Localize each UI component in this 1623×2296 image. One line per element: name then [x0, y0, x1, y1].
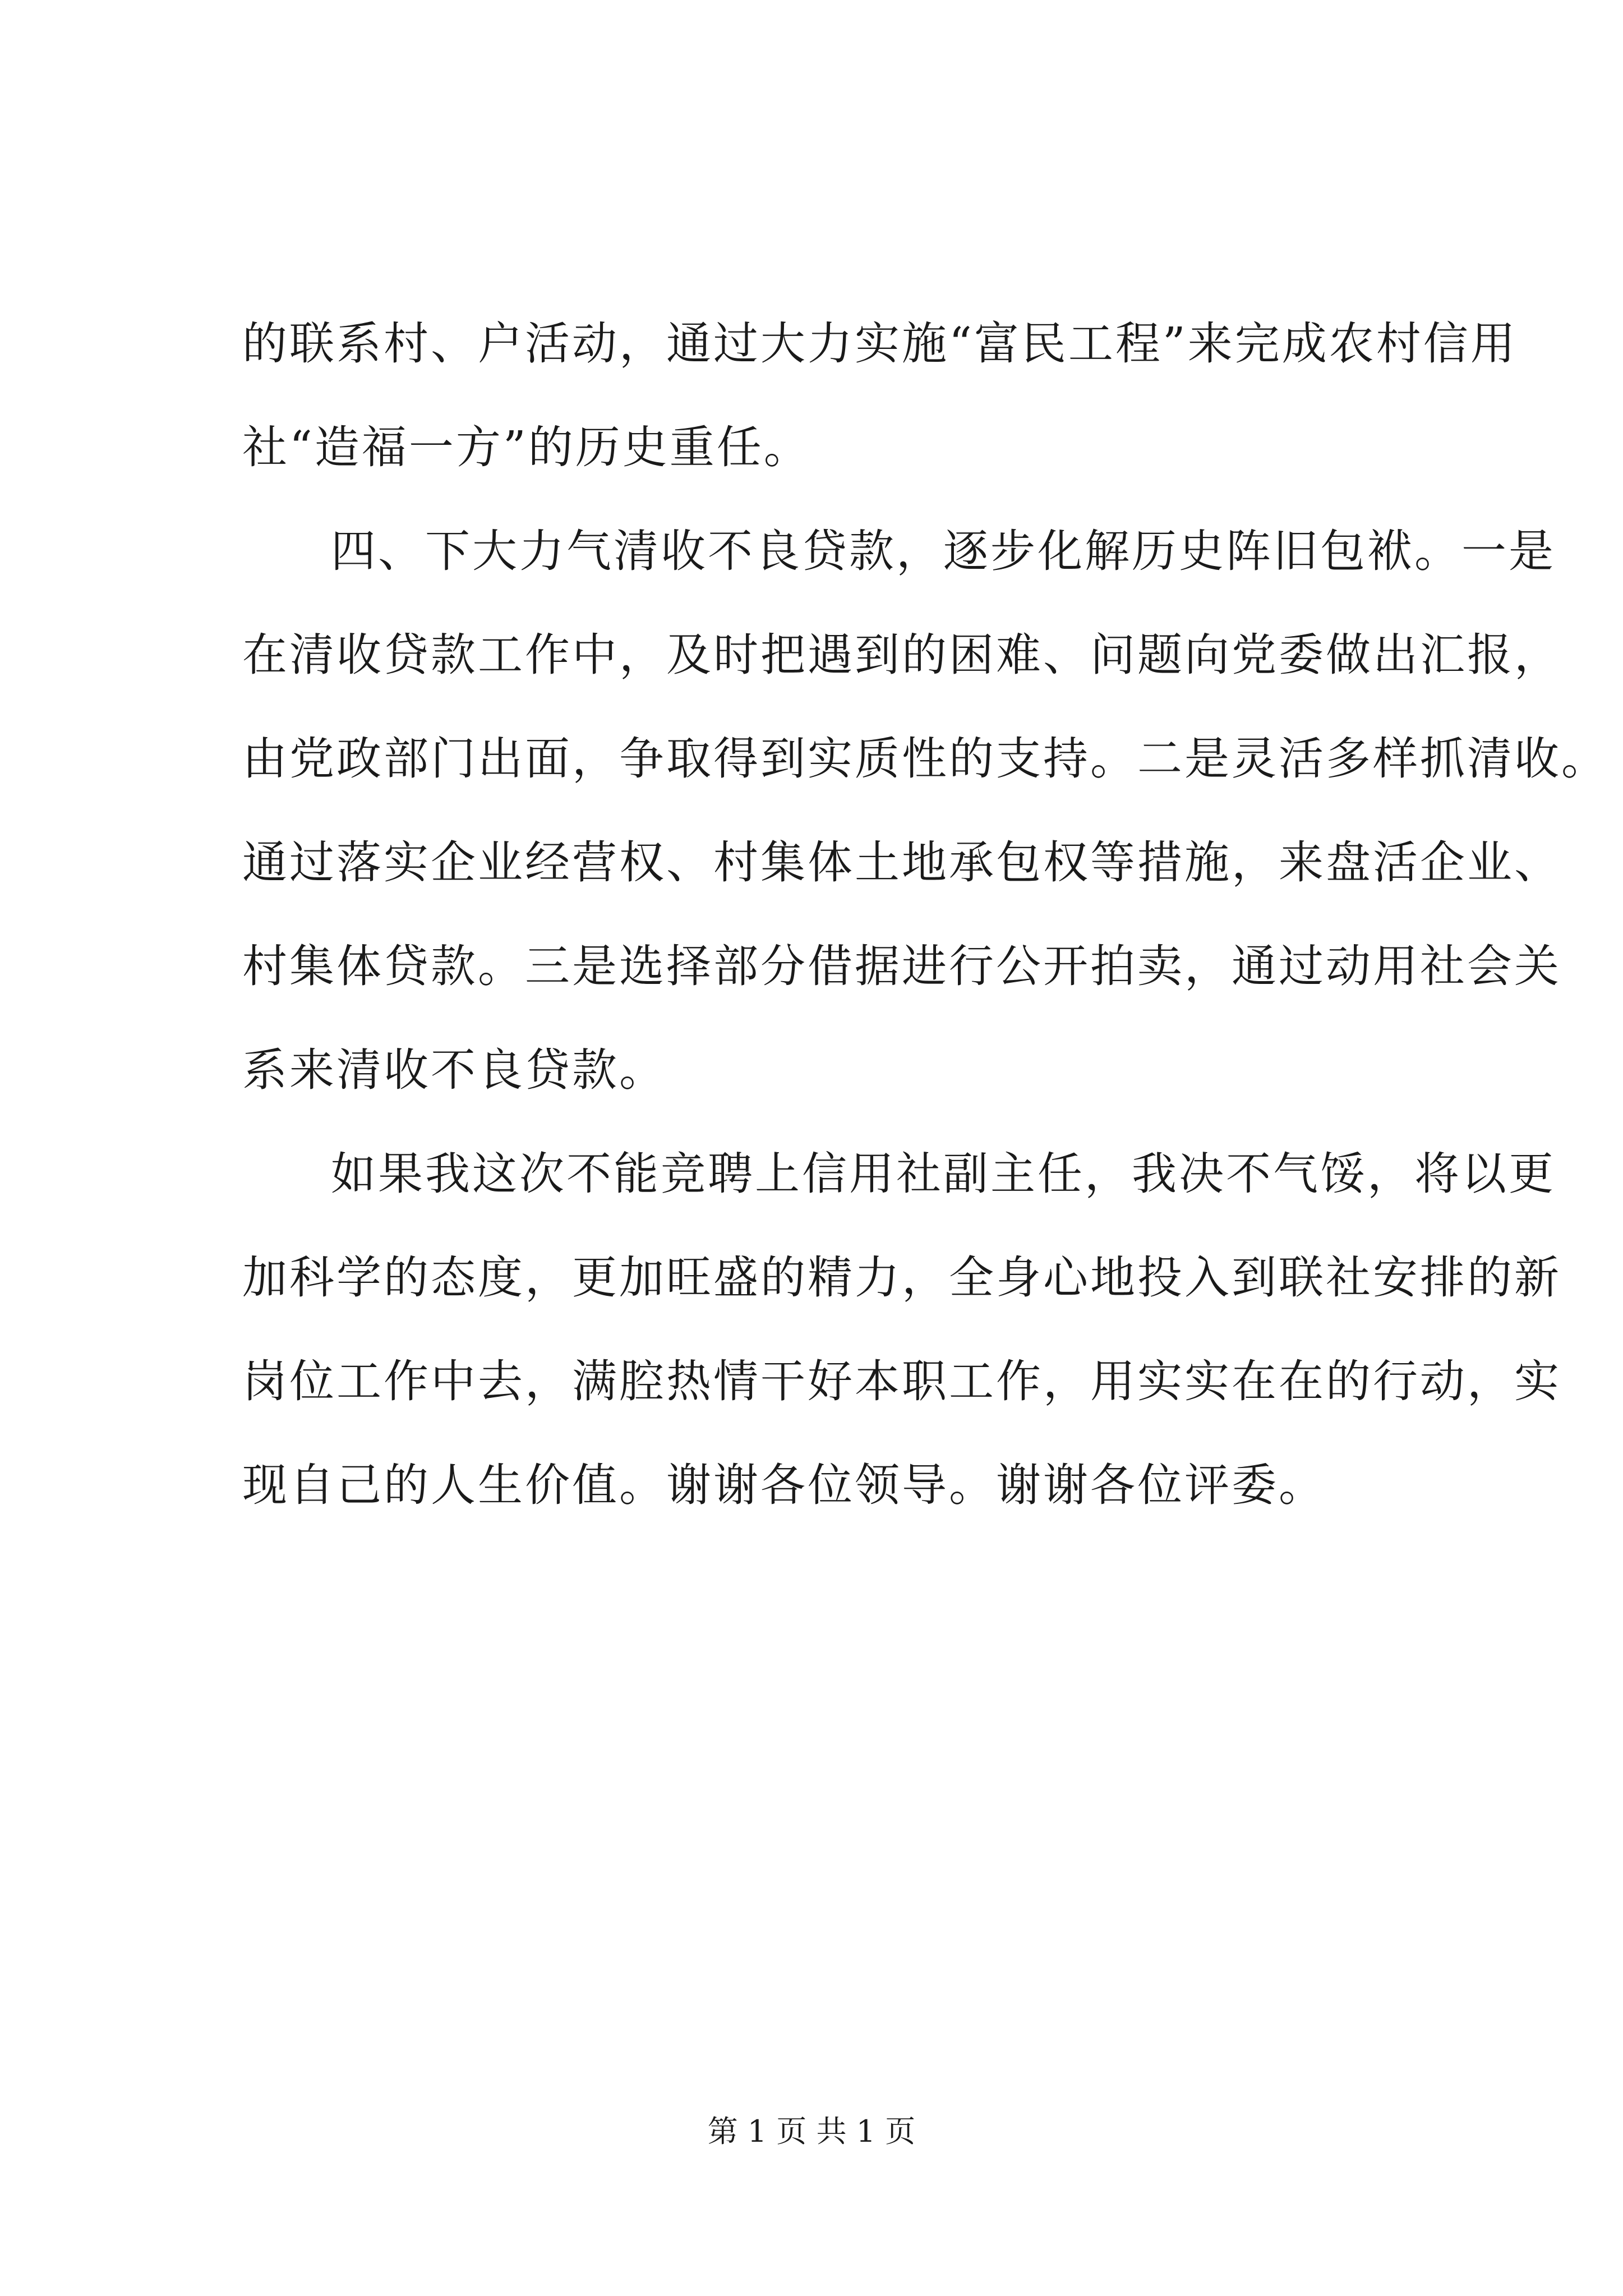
paragraph-start-line: 如果我这次不能竞聘上信用社副主任，我决不气馁，将以更	[331, 1148, 1556, 1200]
text-line: 村集体贷款。三是选择部分借据进行公开拍卖，通过动用社会关	[242, 940, 1561, 992]
paragraph-start-line: 四、下大力气清收不良贷款，逐步化解历史阵旧包袱。一是	[331, 525, 1556, 577]
text-line: 加科学的态度，更加旺盛的精力，全身心地投入到联社安排的新	[242, 1251, 1561, 1304]
text-line: 的联系村、户活动，通过大力实施“富民工程”来完成农村信用	[242, 318, 1518, 370]
text-line: 在清收贷款工作中，及时把遇到的困难、问题向党委做出汇报，	[242, 629, 1561, 681]
document-body	[242, 292, 1608, 1537]
text-line: 系来清收不良贷款。	[242, 1044, 666, 1096]
text-line: 岗位工作中去，满腔热情干好本职工作，用实实在在的行动，实	[242, 1355, 1561, 1407]
page-footer	[0, 2109, 1623, 2154]
text-line: 由党政部门出面，争取得到实质性的支持。二是灵活多样抓清收。	[242, 733, 1608, 785]
page-number: 第 1 页 共 1 页	[707, 2114, 916, 2149]
text-line: 社“造福一方”的历史重任。	[242, 421, 811, 473]
text-line: 现自己的人生价值。谢谢各位领导。谢谢各位评委。	[242, 1459, 1326, 1511]
text-line: 通过落实企业经营权、村集体土地承包权等措施，来盘活企业、	[242, 836, 1561, 889]
